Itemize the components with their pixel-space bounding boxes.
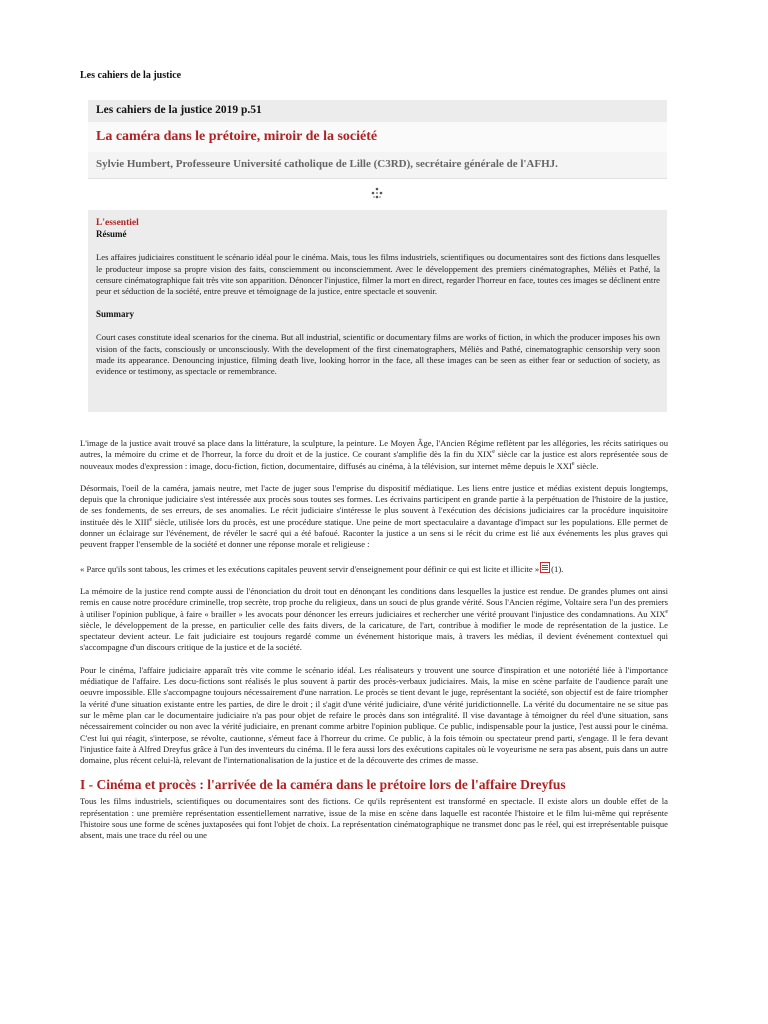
section-heading: I - Cinéma et procès : l'arrivée de la caméra dans le prétoire lors de l'affaire Dreyfus [80,777,566,793]
footnote-link[interactable]: (1). [551,563,564,574]
quote-text: « Parce qu'ils sont tabous, les crimes et les exécutions capitales peuvent servir d'enseignement pour définir ce qui est licite et illicite » [80,563,540,574]
journal-title: Les cahiers de la justice [80,70,182,81]
resume-text: Les affaires judiciaires constituent le scénario idéal pour le cinéma. Mais, tous les films industriels, scientifiques ou documentaires sont des fictions dans lesquelles le producteur impose sa propre vision des faits, consciemment ou inconsciemment. Avec le développement des premiers cinématographes, Méliès et Pathé, la censure cinématographique fait très vite son apparition. Dénoncer l'injustice, filmer la mort en direct, regarder l'horreur en face, toutes ces images se déclinent entre peur et séduction de la société, entre preuve et témoignage de la justice, entre spectacle et souvenir. [96,252,660,297]
p3-sup: e [665,608,668,615]
p1-text-a: L'image de la justice avait trouvé sa place dans la littérature, la sculpture, la peinture. Le Moyen Âge, l'Ancien Régime reflètent par les allégories, les récits satiriques ou autres, la mémoire du crime et de l'horreur, la force du droit et de la justice. Ce courant s'amplifie dès la fin du XIX [80,438,668,460]
ornament-icon [371,187,383,199]
paragraph-4: Pour le cinéma, l'affaire judiciaire apparaît très vite comme le scénario idéal. Les réalisateurs y trouvent une source d'inspiration et une notoriété liée à l'importance médiatique de l'affaire. Les docu-fictions sont réalisés le plus souvent à partir des procès-verbaux judiciaires. Mais, la mise en scène parfaite de l'audience paraît une oeuvre impossible. Elle s'accompagne toujours nécessairement d'une narration. Le procès se tient devant le juge, représentant la société, son objectif est de faire triompher la vérité d'une situation existante entre les parties, de dire le droit ; il s'agit d'une vérité judiciaire, d'une vérité juridictionnelle. La vérité du documentaire ne se situe pas sur le même plan car le documentaire judiciaire n'a pas pour objet de refaire le procès dans son intégralité. Il vise davantage à témoigner du réel d'une situation, sans nécessairement coïncider ou non avec la vérité judiciaire, en prenant comme arbitre l'opinion publique. Ce public, indispensable pour la justice, l'est aussi pour le cinéma. C'est lui qui réagit, s'interpose, se révolte, cautionne, s'émeut face à l'horreur du crime. Ce public, à la fois témoin ou spectateur prend parti, s'engage. Il le fera devant l'injustice faite à Alfred Dreyfus grâce à l'un des inventeurs du cinéma. Il le fera aussi lors des exécutions capitales où le voyeurisme ne sera pas absent, puis dans un autre domaine, plus récent celui-là, relevant de l'internationalisation de la justice et de la découverte des crimes de masse. [80,664,668,766]
p3-text-b: siècle, le développement de la presse, en particulier celle des faits divers, de la caricature, de l'art, contribue à modifier le mode de représentation de la justice. Le spectateur devient acteur. Le fait judiciaire est toujours regardé comme un événement historique mais, à travers les médias, il devient événement contextuel qui s'accompagne d'un discours critique de la justice et de la société. [80,619,668,653]
title-bar [88,122,667,152]
author: Sylvie Humbert, Professeure Université catholique de Lille (C3RD), secrétaire générale de l'AFHJ. [96,158,558,170]
quote-paragraph [80,562,668,575]
resume-label: Résumé [96,229,127,240]
p1-sup-2: e [571,460,575,467]
citation: Les cahiers de la justice 2019 p.51 [96,104,262,116]
paragraph-3 [80,586,668,654]
paragraph-1 [80,438,668,472]
paragraph-5: Tous les films industriels, scientifiques ou documentaires sont des fictions. Ce qu'ils représentent est transformé en spectacle. Il existe alors un double effet de la représentation : une première représentation essentiellement narrative, issue de la mise en scène dans laquelle est racontée l'histoire et le film lui-même qui représente l'histoire sous une forme de scènes juxtaposées qui font l'objet de choix. La représentation cinématographique ne transmet donc pas le réel, qui est irreprésentable puisque absent, mais une trace du réel ou une [80,796,668,841]
essentiel-label: L'essentiel [96,218,139,228]
paragraph-2 [80,483,668,551]
summary-label: Summary [96,309,134,320]
p1-text-b: siècle car la justice est alors représentée sous de nouveaux modes d'expression : image, docu-fiction, fiction, documentaire, diffusés au cinéma, à la télévision, sur internet même depuis le XXI [80,449,668,471]
footnote-icon[interactable] [540,562,550,573]
p1-text-c: siècle. [574,460,599,471]
author-bar [88,152,667,178]
article-title: La caméra dans le prétoire, miroir de la société [96,129,378,144]
p2-sup: e [149,516,153,523]
p2-text-b: siècle, utilisée lors du procès, est une procédure statique. Une peine de mort spectaculaire a davantage d'impact sur les populations. Elle permet de donner un éclairage sur l'événement, de révéler le sacré qui a été bafoué. Raconter la justice a un sens si le récit du crime est lié aux événements les plus graves qui peuvent frapper l'ensemble de la société et donner une réponse morale et religieuse : [80,516,668,550]
p2-text-a: Désormais, l'oeil de la caméra, jamais neutre, met l'acte de juger sous l'emprise du dispositif médiatique. Les liens entre justice et médias existent depuis longtemps, depuis que la chronique judiciaire s'est intéressée aux procès sous toutes ses formes. Les écrivains participent en grande partie à la perpétuation de l'histoire de la justice, de ses fondements, de ses erreurs, de ses anomalies. Le récit judiciaire s'intéresse le plus souvent à l'exécution des décisions judiciaires car la procédure inquisitoire instituée dès le XIII [80,482,668,527]
header-divider [88,178,667,179]
citation-bar [88,100,667,122]
abstract-box [88,210,667,412]
p3-text-a: La mémoire de la justice rend compte aussi de l'énonciation du droit tout en dénonçant les conditions dans lesquelles la justice est rendue. De grandes plumes ont ainsi remis en cause notre procédure criminelle, trop secrète, trop proche du religieux, dans un souci de plus grande vérité. Sous l'Ancien régime, Voltaire sera l'un des premiers à utiliser l'opinion publique, à faire « brailler » les avocats pour dénoncer les erreurs judiciaires et rechercher une vérité prouvant l'injustice des condamnations. Au XIX [80,585,668,619]
p1-sup-1: e [492,449,495,456]
summary-text: Court cases constitute ideal scenarios for the cinema. But all industrial, scientific or documentary films are works of fiction, in which the producer imposes his own vision of the facts, consciously or unconsciously. With the development of the first cinematographers, Méliès and Pathé, cinematographic censorship very soon made its appearance. Denouncing injustice, filming death live, looking horror in the face, all these images can be seen as either fear or seduction of society, as evidence or testimony, as spectacle or remembrance. [96,332,660,377]
article-body [80,438,668,853]
